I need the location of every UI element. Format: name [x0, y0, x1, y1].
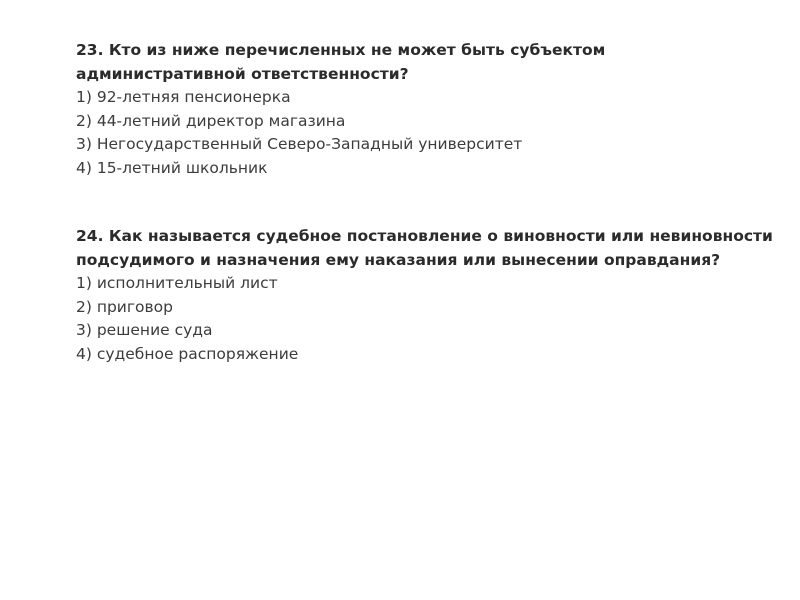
answer-option-1: 1) 92-летняя пенсионерка	[76, 88, 291, 107]
answer-option-2: 2) 44-летний директор магазина	[76, 111, 346, 130]
answer-option-2: 2) приговор	[76, 297, 173, 316]
question-title	[76, 225, 776, 272]
question-title-line: 23. Кто из ниже перечисленных не может быть субъектом	[76, 41, 606, 59]
answer-option-1: 1) исполнительный лист	[76, 274, 278, 293]
question-title-line: административной ответственности?	[76, 64, 409, 83]
answer-option-4: 4) судебное распоряжение	[76, 344, 299, 363]
answer-option-3: 3) решение суда	[76, 321, 213, 340]
question-title-line: 24. Как называется судебное постановление о виновности или невиновности	[76, 227, 773, 245]
question-23	[76, 39, 776, 181]
answer-option-4: 4) 15-летний школьник	[76, 158, 268, 177]
question-title-line: подсудимого и назначения ему наказания или вынесении оправдания?	[76, 250, 721, 269]
question-24	[76, 225, 776, 367]
question-title	[76, 39, 776, 86]
answer-option-3: 3) Негосударственный Северо-Западный университет	[76, 135, 523, 154]
